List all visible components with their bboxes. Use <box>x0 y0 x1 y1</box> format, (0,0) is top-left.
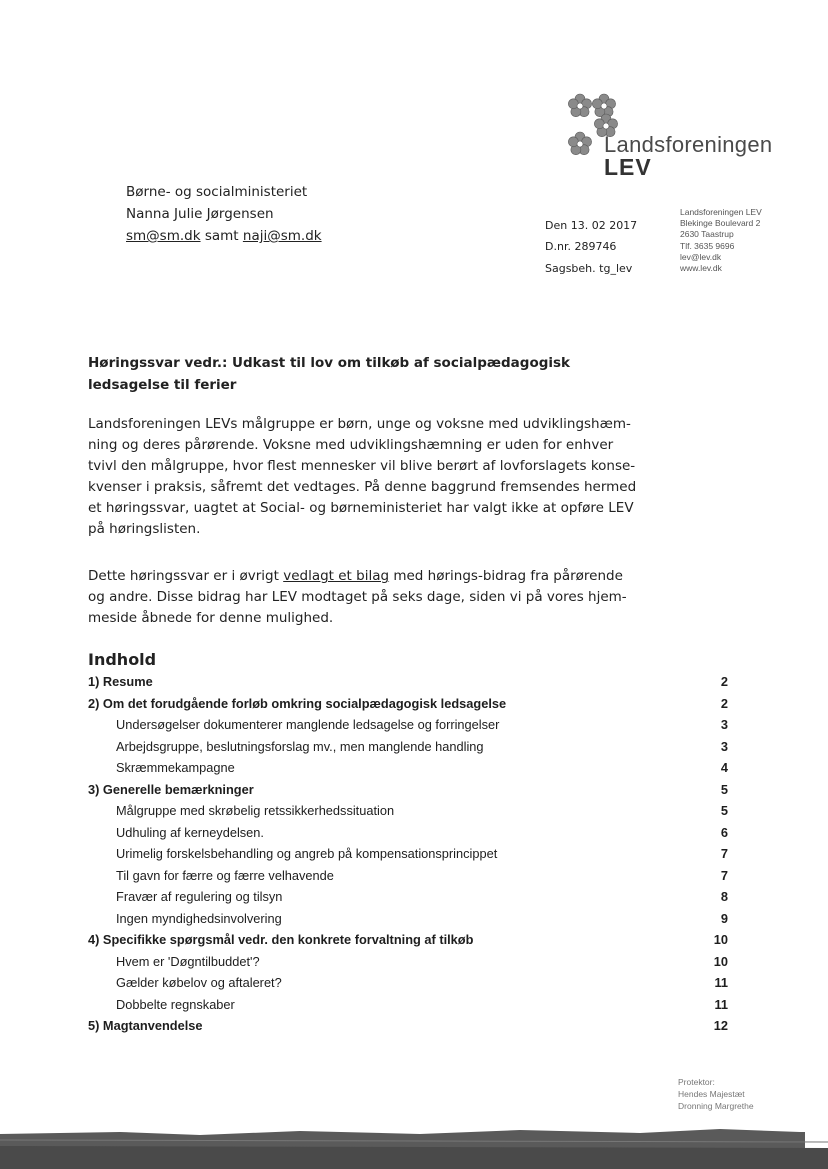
toc-subitem[interactable]: Udhuling af kerneydelsen. 6 <box>116 824 728 840</box>
recipient-emails <box>126 228 322 244</box>
scan-artifact-bar <box>0 1126 828 1169</box>
toc-item-magtanvendelse[interactable]: 5) Magtanvendelse 12 <box>88 1018 728 1033</box>
toc-heading: Indhold <box>88 650 157 669</box>
letter-title <box>88 352 648 396</box>
address-line: Tlf. 3635 9696 <box>680 240 735 251</box>
address-line: www.lev.dk <box>680 263 722 274</box>
protector-line: Protektor: <box>678 1077 715 1087</box>
toc-subitem[interactable]: Skræmmekampagne 4 <box>116 760 728 775</box>
toc-item-generelle[interactable]: 3) Generelle bemærkninger 5 <box>88 781 728 797</box>
para-line: på høringslisten. <box>88 521 201 537</box>
para-line: meside åbnede for denne mulighed. <box>88 610 334 626</box>
lev-logo <box>560 92 790 182</box>
email-link-2[interactable]: naji@sm.dk <box>242 228 322 244</box>
toc-subitem[interactable]: Hvem er 'Døgntilbuddet'? 10 <box>116 953 728 969</box>
toc-item-forloeb[interactable]: 2) Om det forudgående forløb omkring socialpædagogisk ledsagelse 2 <box>88 695 728 711</box>
toc-subitem[interactable]: Urimelig forskelsbehandling og angreb på kompensationsprincippet 7 <box>116 846 728 861</box>
toc-subitem[interactable]: Ingen myndighedsinvolvering 9 <box>116 910 728 926</box>
email-join: samt <box>200 228 243 244</box>
toc-subitem[interactable]: Arbejdsgruppe, beslutningsforslag mv., men manglende handling 3 <box>116 738 728 754</box>
address-line: 2630 Taastrup <box>680 229 734 240</box>
toc-subitem[interactable]: Fravær af regulering og tilsyn 8 <box>116 889 728 904</box>
paragraph-2 <box>88 566 648 629</box>
toc-subitem[interactable]: Dobbelte regnskaber 11 <box>116 996 728 1012</box>
logo-name: Landsforeningen <box>604 132 773 157</box>
title-line: ledsagelse til ferier <box>88 377 237 393</box>
para-line: Landsforeningen LEVs målgruppe er børn, unge og voksne med udviklingshæm- <box>88 416 631 432</box>
toc-subitem[interactable]: Gælder købelov og aftaleret? 11 <box>116 975 728 990</box>
table-of-contents <box>88 671 728 1037</box>
protector-line: Hendes Majestæt <box>678 1089 745 1099</box>
para-line: et høringssvar, uagtet at Social- og børneministeriet har valgt ikke at opføre LEV <box>88 500 634 516</box>
case-handler: Sagsbeh. tg_lev <box>545 262 633 275</box>
para-line <box>88 566 648 587</box>
letter-date: Den 13. 02 2017 <box>545 219 638 232</box>
para-line: tvivl den målgruppe, hvor flest mennesker vil blive berørt af lovforslagets konse- <box>88 458 636 474</box>
attachment-link[interactable]: vedlagt et bilag <box>283 568 390 584</box>
case-number: D.nr. 289746 <box>545 240 617 253</box>
toc-subitem[interactable]: Målgruppe med skrøbelig retssikkerhedssituation 5 <box>116 803 728 818</box>
recipient-org: Børne- og socialministeriet <box>126 184 308 200</box>
paragraph-1 <box>88 414 648 540</box>
logo-short: LEV <box>604 154 652 180</box>
para-line: ning og deres pårørende. Voksne med udviklingshæmning er uden for enhver <box>88 437 614 453</box>
title-line: Høringssvar vedr.: Udkast til lov om tilkøb af socialpædagogisk <box>88 355 571 371</box>
address-line: lev@lev.dk <box>680 251 722 262</box>
toc-item-specifikke[interactable]: 4) Specifikke spørgsmål vedr. den konkrete forvaltning af tilkøb 10 <box>88 932 728 947</box>
para-text: med hørings-bidrag fra pårørende <box>389 568 623 584</box>
toc-item-resume[interactable]: 1) Resume 2 <box>88 674 728 689</box>
para-line: og andre. Disse bidrag har LEV modtaget på seks dage, siden vi på vores hjem- <box>88 589 627 605</box>
para-text: Dette høringssvar er i øvrigt <box>88 568 284 584</box>
sender-address <box>680 207 762 274</box>
address-line: Landsforeningen LEV <box>680 207 762 217</box>
email-link-1[interactable]: sm@sm.dk <box>126 228 201 244</box>
protector-note <box>678 1076 754 1112</box>
recipient-person: Nanna Julie Jørgensen <box>126 206 274 222</box>
para-line: kvenser i praksis, såfremt det vedtages. På denne baggrund fremsendes hermed <box>88 479 637 495</box>
protector-line: Dronning Margrethe <box>678 1101 754 1111</box>
toc-subitem[interactable]: Undersøgelser dokumenterer manglende ledsagelse og forringelser 3 <box>116 717 728 732</box>
toc-subitem[interactable]: Til gavn for færre og færre velhavende 7 <box>116 867 728 883</box>
address-line: Blekinge Boulevard 2 <box>680 218 761 229</box>
